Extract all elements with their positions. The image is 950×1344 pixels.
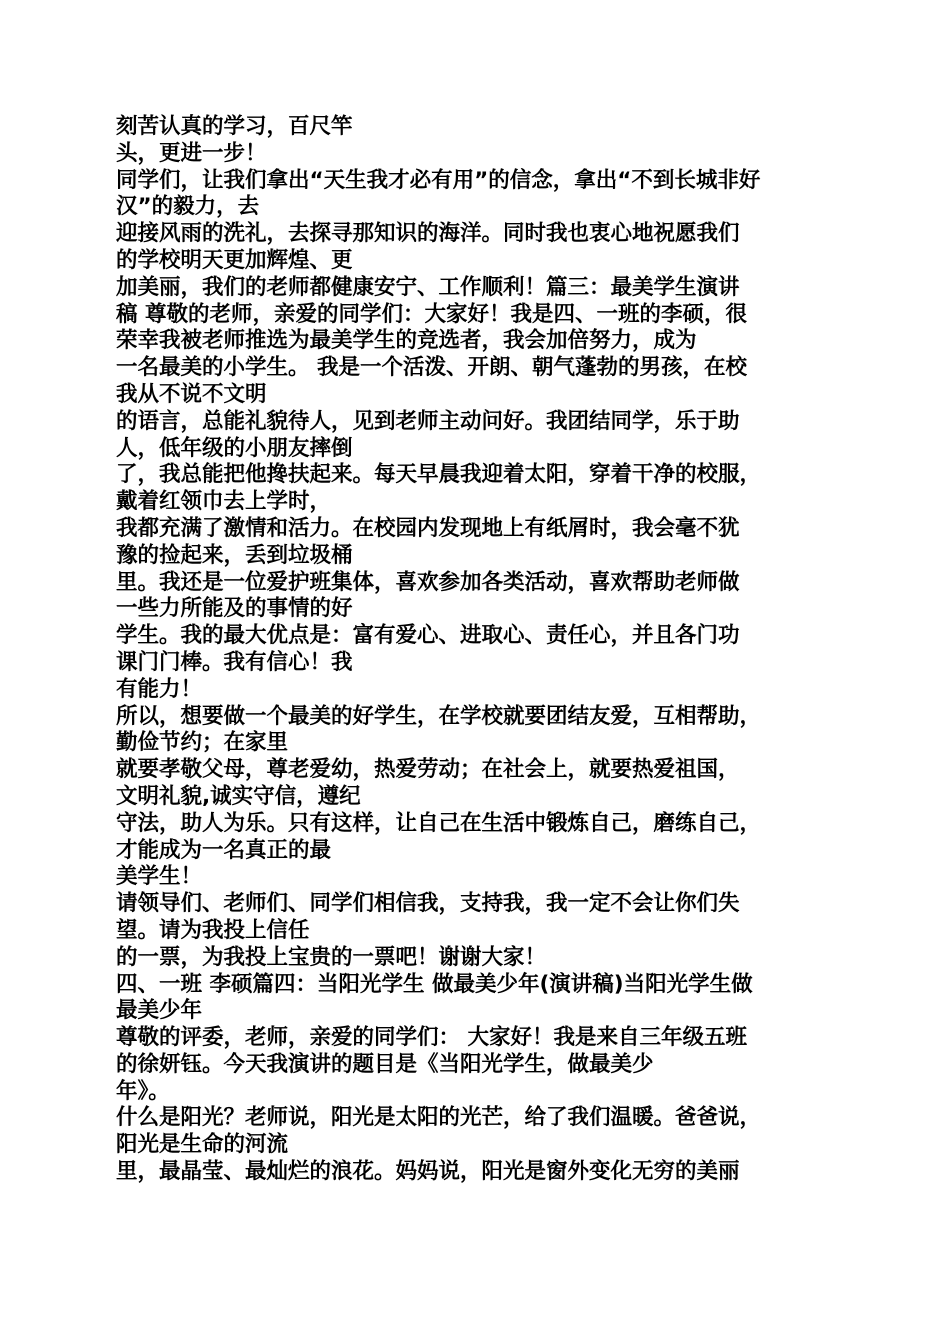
text-line: 荣幸我被老师推选为最美学生的竞选者，我会加倍努力，成为 (116, 328, 697, 354)
text-line: 文明礼貌,诚实守信，遵纪 (116, 783, 361, 809)
text-line: 的一票，为我投上宝贵的一票吧！谢谢大家！ (116, 944, 547, 970)
text-line: 同学们，让我们拿出“天生我才必有用”的信念，拿出“不到长城非好 (116, 167, 761, 193)
text-line: 阳光是生命的河流 (116, 1132, 289, 1158)
text-line: 守法，助人为乐。只有这样，让自己在生活中锻炼自己，磨练自己， (116, 810, 762, 836)
text-line: 最美少年 (116, 998, 203, 1024)
text-line: 勤俭节约；在家里 (116, 730, 289, 756)
text-line: 加美丽，我们的老师都健康安宁、工作顺利！篇三：最美学生演讲 (116, 274, 740, 300)
text-line: 尊敬的评委，老师，亲爱的同学们： 大家好！我是来自三年级五班 (116, 1025, 747, 1051)
body-text (116, 114, 836, 1186)
text-line: 才能成为一名真正的最 (116, 837, 332, 863)
text-line: 的学校明天更加辉煌、更 (116, 247, 353, 273)
text-line: 的徐妍钰。今天我演讲的题目是《当阳光学生，做最美少 (116, 1051, 654, 1077)
text-line: 课门门棒。我有信心！我 (116, 649, 353, 675)
text-line: 美学生！ (116, 864, 203, 890)
text-line: 有能力！ (116, 676, 203, 702)
text-line: 年》。 (116, 1078, 170, 1104)
text-line: 一名最美的小学生。 我是一个活泼、开朗、朝气蓬勃的男孩，在校 (116, 355, 747, 381)
text-line: 里，最晶莹、最灿烂的浪花。妈妈说，阳光是窗外变化无穷的美丽 (116, 1159, 740, 1185)
text-line: 迎接风雨的洗礼，去探寻那知识的海洋。同时我也衷心地祝愿我们 (116, 221, 740, 247)
text-line: 所以，想要做一个最美的好学生，在学校就要团结友爱，互相帮助， (116, 703, 762, 729)
text-line: 我都充满了激情和活力。在校园内发现地上有纸屑时，我会毫不犹 (116, 515, 740, 541)
text-line: 稿 尊敬的老师，亲爱的同学们：大家好！我是四、一班的李硕，很 (116, 301, 747, 327)
text-line: 什么是阳光？老师说，阳光是太阳的光芒，给了我们温暖。爸爸说， (116, 1105, 762, 1131)
text-line: 刻苦认真的学习，百尺竿 (116, 114, 353, 139)
text-line: 戴着红领巾去上学时， (116, 489, 332, 515)
text-line: 汉”的毅力，去 (116, 194, 260, 220)
text-line: 人，低年级的小朋友摔倒 (116, 435, 353, 461)
text-line: 的语言，总能礼貌待人，见到老师主动问好。我团结同学，乐于助 (116, 408, 740, 434)
text-line: 了，我总能把他搀扶起来。每天早晨我迎着太阳，穿着干净的校服， (116, 462, 762, 488)
text-line: 望。请为我投上信任 (116, 917, 310, 943)
text-line: 我从不说不文明 (116, 381, 267, 407)
text-line: 学生。我的最大优点是：富有爱心、进取心、责任心，并且各门功 (116, 623, 740, 649)
text-line: 就要孝敬父母，尊老爱幼，热爱劳动；在社会上，就要热爱祖国， (116, 757, 740, 783)
text-line: 里。我还是一位爱护班集体，喜欢参加各类活动，喜欢帮助老师做 (116, 569, 740, 595)
text-line: 豫的捡起来，丢到垃圾桶 (116, 542, 353, 568)
text-line: 一些力所能及的事情的好 (116, 596, 353, 622)
text-line: 四、一班 李硕篇四：当阳光学生 做最美少年(演讲稿)当阳光学生做 (116, 971, 753, 997)
text-line: 请领导们、老师们、同学们相信我，支持我，我一定不会让你们失 (116, 891, 740, 917)
text-line: 头，更进一步！ (116, 140, 267, 166)
